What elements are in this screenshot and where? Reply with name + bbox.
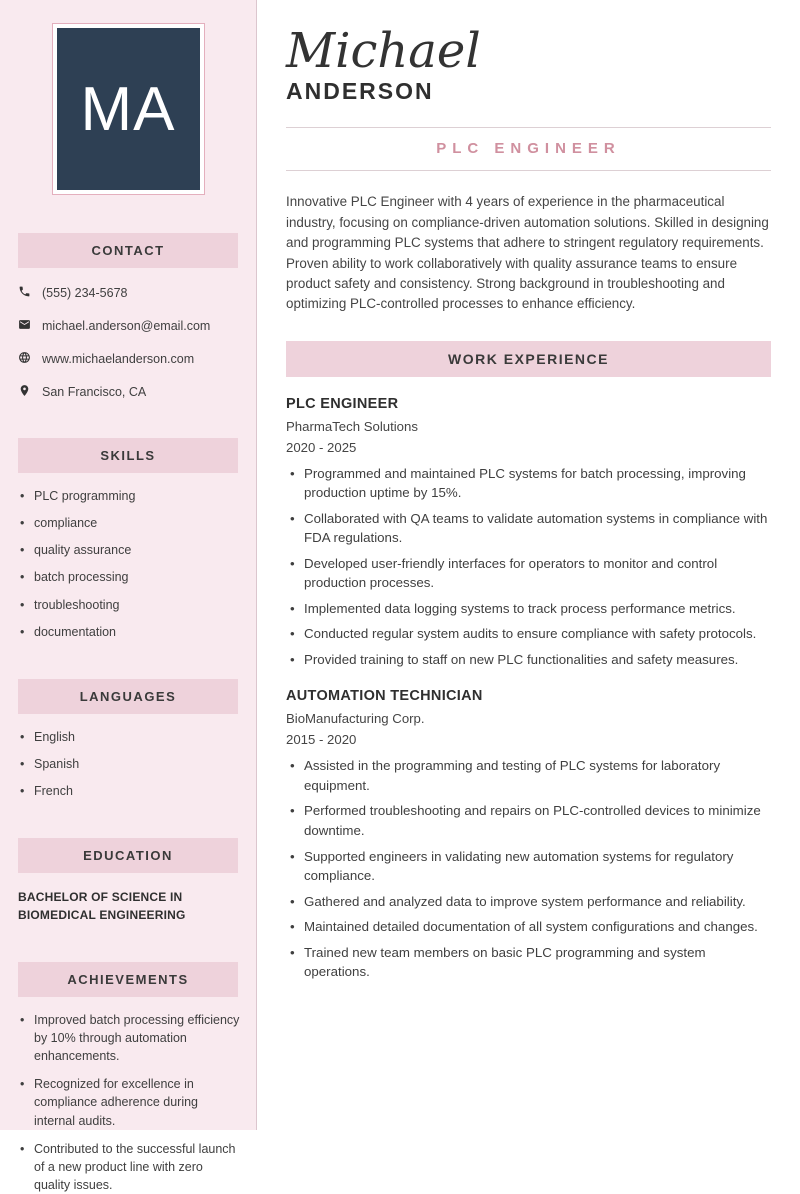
languages-list xyxy=(0,728,256,800)
job-company: PharmaTech Solutions xyxy=(286,418,418,434)
phone-icon xyxy=(18,285,31,301)
skills-list xyxy=(0,487,256,641)
language-item: • English xyxy=(20,728,242,746)
job-bullet: • Trained new team members on basic PLC programming and system operations. xyxy=(286,943,771,982)
globe-icon xyxy=(18,351,31,367)
job-bullet: • Supported engineers in validating new automation systems for regulatory compliance. xyxy=(286,847,771,886)
contact-row-location xyxy=(0,384,256,400)
divider xyxy=(286,170,771,171)
role-block xyxy=(286,127,771,171)
job-bullet: • Programmed and maintained PLC systems for batch processing, improving production uptime by 15%. xyxy=(286,464,771,503)
language-item: • French xyxy=(20,782,242,800)
achievement-item: • Recognized for excellence in compliance adherence during internal audits. xyxy=(20,1075,242,1129)
email-icon xyxy=(18,318,31,334)
job-title: AUTOMATION TECHNICIAN xyxy=(286,688,483,705)
location-icon xyxy=(18,384,31,400)
achievements-section-title: ACHIEVEMENTS xyxy=(18,962,238,997)
languages-section-title: LANGUAGES xyxy=(18,679,238,714)
job-bullet: • Assisted in the programming and testing of PLC systems for laboratory equipment. xyxy=(286,756,771,795)
education-section-title: EDUCATION xyxy=(18,838,238,873)
job-bullet: • Developed user-friendly interfaces for operators to monitor and control production processes. xyxy=(286,554,771,593)
job-company: BioManufacturing Corp. xyxy=(286,711,425,727)
skill-item: • quality assurance xyxy=(20,541,242,559)
education-section xyxy=(0,838,256,924)
job-bullet: • Implemented data logging systems to track process performance metrics. xyxy=(286,599,771,619)
job-entry xyxy=(286,688,771,981)
skill-item: • batch processing xyxy=(20,568,242,586)
achievement-item: • Contributed to the successful launch of a new product line with zero quality issues. xyxy=(20,1140,242,1194)
skills-section xyxy=(0,438,256,641)
contact-list xyxy=(0,285,256,400)
job-dates: 2020 - 2025 xyxy=(286,439,357,455)
job-role-title: PLC ENGINEER xyxy=(436,140,621,158)
job-bullets xyxy=(286,756,771,981)
skill-item: • compliance xyxy=(20,514,242,532)
work-experience-title: WORK EXPERIENCE xyxy=(286,341,771,377)
skills-section-title: SKILLS xyxy=(18,438,238,473)
achievement-item: • Improved batch processing efficiency by 10% through automation enhancements. xyxy=(20,1011,242,1065)
job-bullet: • Conducted regular system audits to ensure compliance with safety protocols. xyxy=(286,624,771,644)
job-entry xyxy=(286,396,771,670)
job-bullet: • Performed troubleshooting and repairs on PLC-controlled devices to minimize downtime. xyxy=(286,801,771,840)
job-bullet: • Maintained detailed documentation of all system configurations and changes. xyxy=(286,917,771,937)
language-item: • Spanish xyxy=(20,755,242,773)
contact-section-title: CONTACT xyxy=(18,233,238,268)
job-bullet: • Gathered and analyzed data to improve system performance and reliability. xyxy=(286,892,771,912)
skill-item: • troubleshooting xyxy=(20,596,242,614)
avatar-initials: MA xyxy=(57,28,200,190)
avatar xyxy=(52,23,205,195)
job-bullet: • Provided training to staff on new PLC functionalities and safety measures. xyxy=(286,650,771,670)
last-name: ANDERSON xyxy=(286,78,434,105)
education-degree: BACHELOR OF SCIENCE IN BIOMEDICAL ENGINEERING xyxy=(18,890,186,922)
contact-website: www.michaelanderson.com xyxy=(42,352,195,366)
job-bullet: • Collaborated with QA teams to validate automation systems in compliance with FDA regulations. xyxy=(286,509,771,548)
professional-summary: Innovative PLC Engineer with 4 years of experience in the pharmaceutical industry, focusing on compliance-driven automation solutions. Skilled in designing and programming PLC systems that adhere to stringent regulatory requirements. Proven ability to work collaboratively with quality assurance teams to ensure product safety and consistency. Strong background in troubleshooting and optimizing PLC-controlled processes to enhance efficiency. xyxy=(286,194,769,312)
languages-section xyxy=(0,679,256,800)
sidebar xyxy=(0,0,257,1192)
contact-row-phone xyxy=(0,285,256,301)
skill-item: • PLC programming xyxy=(20,487,242,505)
job-title: PLC ENGINEER xyxy=(286,395,399,412)
job-bullets xyxy=(286,464,771,670)
achievements-section xyxy=(0,962,256,1194)
skill-item: • documentation xyxy=(20,623,242,641)
contact-row-email xyxy=(0,318,256,334)
contact-location: San Francisco, CA xyxy=(42,385,147,399)
main-content xyxy=(257,0,800,1130)
contact-row-website xyxy=(0,351,256,367)
first-name: Michael xyxy=(286,23,481,79)
achievements-list xyxy=(0,1011,256,1194)
contact-email: michael.anderson@email.com xyxy=(42,319,211,333)
job-dates: 2015 - 2020 xyxy=(286,732,357,748)
contact-section xyxy=(0,233,256,400)
contact-phone: (555) 234-5678 xyxy=(42,286,128,300)
